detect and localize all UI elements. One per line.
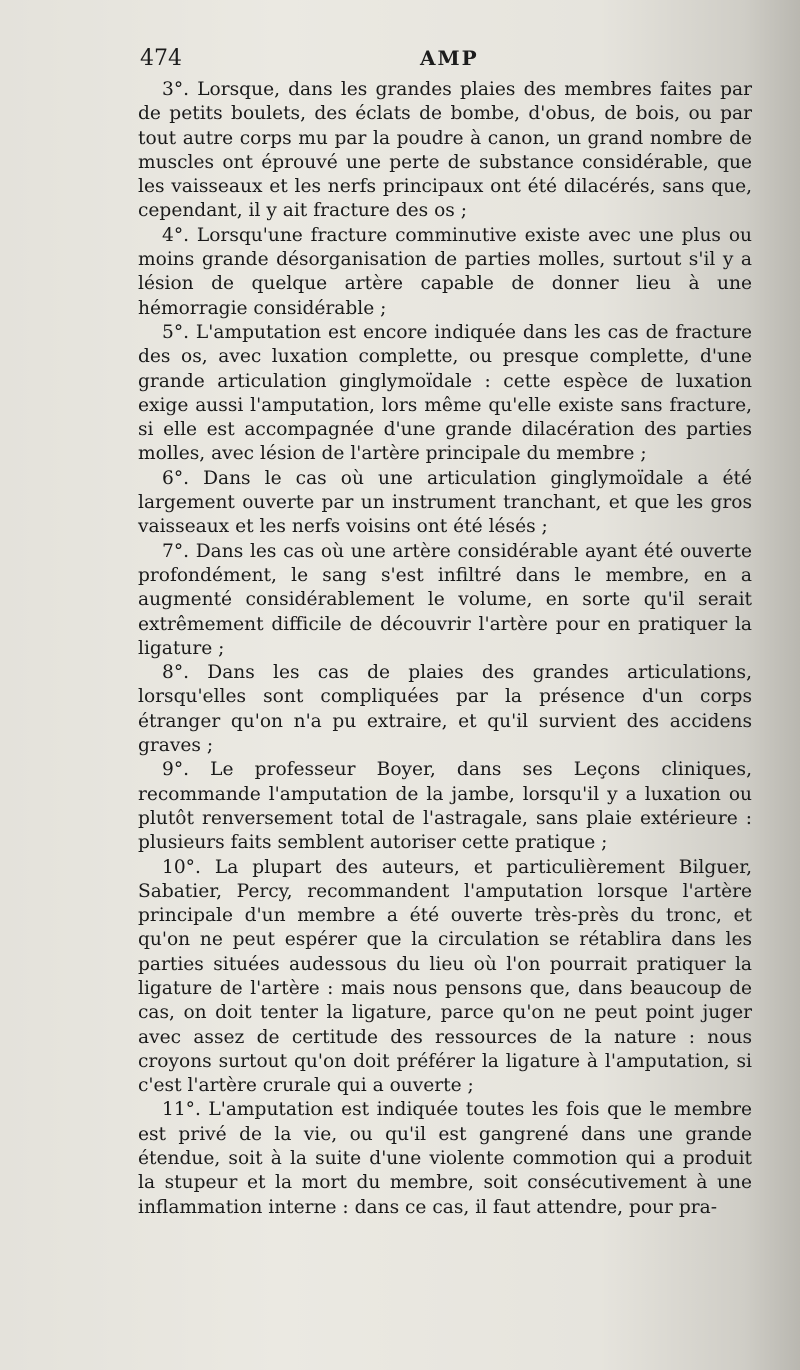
paragraph-item-10: 10°. La plupart des auteurs, et particulièrement Bilguer, Sabatier, Percy, recommandent l'amputation lorsque l'artère principale d'un membre a été ouverte très-près du tronc, et qu'on ne peut espérer que la circulation se rétablira dans les parties situées audessous du lieu où l'on pourrait pratiquer la ligature de l'artère : mais nous pensons que, dans beaucoup de cas, on doit tenter la ligature, parce qu'on ne peut point juger avec assez de certitude des ressources de la nature : nous croyons surtout qu'on doit préférer la ligature à l'amputation, si c'est l'artère crurale qui a ouverte ; <box>138 856 752 1097</box>
paragraph-item-7: 7°. Dans les cas où une artère considérable ayant été ouverte profondément, le sang s'est infiltré dans le membre, en a augmenté considérablement le volume, en sorte qu'il serait extrêmement difficile de découvrir l'artère pour en pratiquer la ligature ; <box>138 540 752 659</box>
paragraph-item-5: 5°. L'amputation est encore indiquée dans les cas de fracture des os, avec luxation complette, ou presque complette, d'une grande articulation ginglymoïdale : cette espèce de luxation exige aussi l'amputation, lors même qu'elle existe sans fracture, si elle est accompagnée d'une grande dilacération des parties molles, avec lésion de l'artère principale du membre ; <box>138 321 752 465</box>
running-head: AMP <box>420 46 479 70</box>
page-number: 474 <box>140 46 182 71</box>
paragraph-item-3: 3°. Lorsque, dans les grandes plaies des membres faites par de petits boulets, des éclats de bombe, d'obus, de bois, ou par tout autre corps mu par la poudre à canon, un grand nombre de muscles ont éprouvé une perte de substance considérable, que les vaisseaux et les nerfs principaux ont été dilacérés, sans que, cependant, il y ait fracture des os ; <box>138 79 752 222</box>
paragraph-item-4: 4°. Lorsqu'une fracture comminutive existe avec une plus ou moins grande désorganisation de parties molles, surtout s'il y a lésion de quelque artère capable de donner lieu à une hémorragie considérable ; <box>138 224 752 319</box>
paragraph-item-8: 8°. Dans les cas de plaies des grandes articulations, lorsqu'elles sont compliquées par la présence d'un corps étranger qu'on n'a pu extraire, et qu'il survient des accidens graves ; <box>138 662 752 757</box>
paragraph-item-9: 9°. Le professeur Boyer, dans ses Leçons cliniques, recommande l'amputation de la jambe, lorsqu'il y a luxation ou plutôt renversement total de l'astragale, sans plaie extérieure : plusieurs faits semblent autoriser cette pratique ; <box>138 759 752 854</box>
text-body <box>138 78 752 1220</box>
paragraph-item-11: 11°. L'amputation est indiquée toutes les fois que le membre est privé de la vie, ou qu'il est gangrené dans une grande étendue, soit à la suite d'une violente commotion qui a produit la stupeur et la mort du membre, soit consécutivement à une inflammation interne : dans ce cas, il faut attendre, pour pra- <box>138 1099 752 1218</box>
page-header <box>140 44 760 78</box>
paragraph-item-6: 6°. Dans le cas où une articulation ginglymoïdale a été largement ouverte par un instrument tranchant, et que les gros vaisseaux et les nerfs voisins ont été lésés ; <box>138 467 752 538</box>
